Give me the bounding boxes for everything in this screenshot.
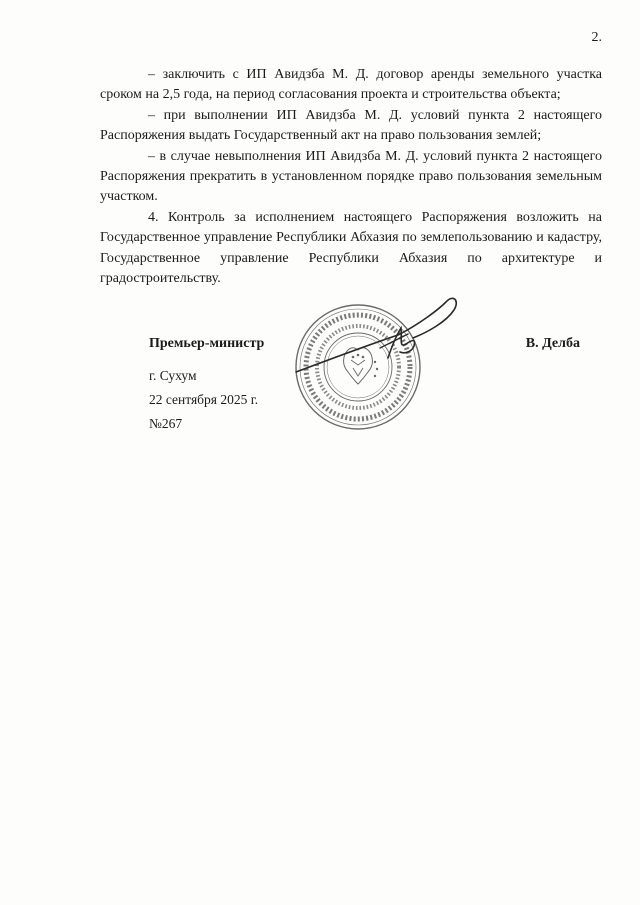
document-body [100,65,602,289]
document-date: 22 сентября 2025 г. [149,392,259,407]
page-number: 2. [591,30,602,45]
document-number: №267 [149,416,183,431]
signatory-name: В. Делба [525,336,580,351]
paragraph-lease: – заключить с ИП Авидзба М. Д. договор аренды земельного участка сроком на 2,5 года, на период согласования проекта и строительства объекта; [100,67,602,103]
signatory-title: Премьер-министр [149,336,265,351]
paragraph-state-act: – при выполнении ИП Авидзба М. Д. условий пункта 2 настоящего Распоряжения выдать Государственный акт на право пользования землей; [100,107,602,144]
paragraph-control: 4. Контроль за исполнением настоящего Распоряжения возложить на Государственное управление Республики Абхазия по землепользованию и кадастру, Государственное управление Республики Абхазия по архитектуре и градостроительству. [100,209,602,287]
handwritten-signature [288,290,468,380]
document-city: г. Сухум [149,368,197,383]
paragraph-termination: – в случае невыполнения ИП Авидзба М. Д. условий пункта 2 настоящего Распоряжения прекратить в установленном порядке право пользования земельным участком. [100,148,602,205]
